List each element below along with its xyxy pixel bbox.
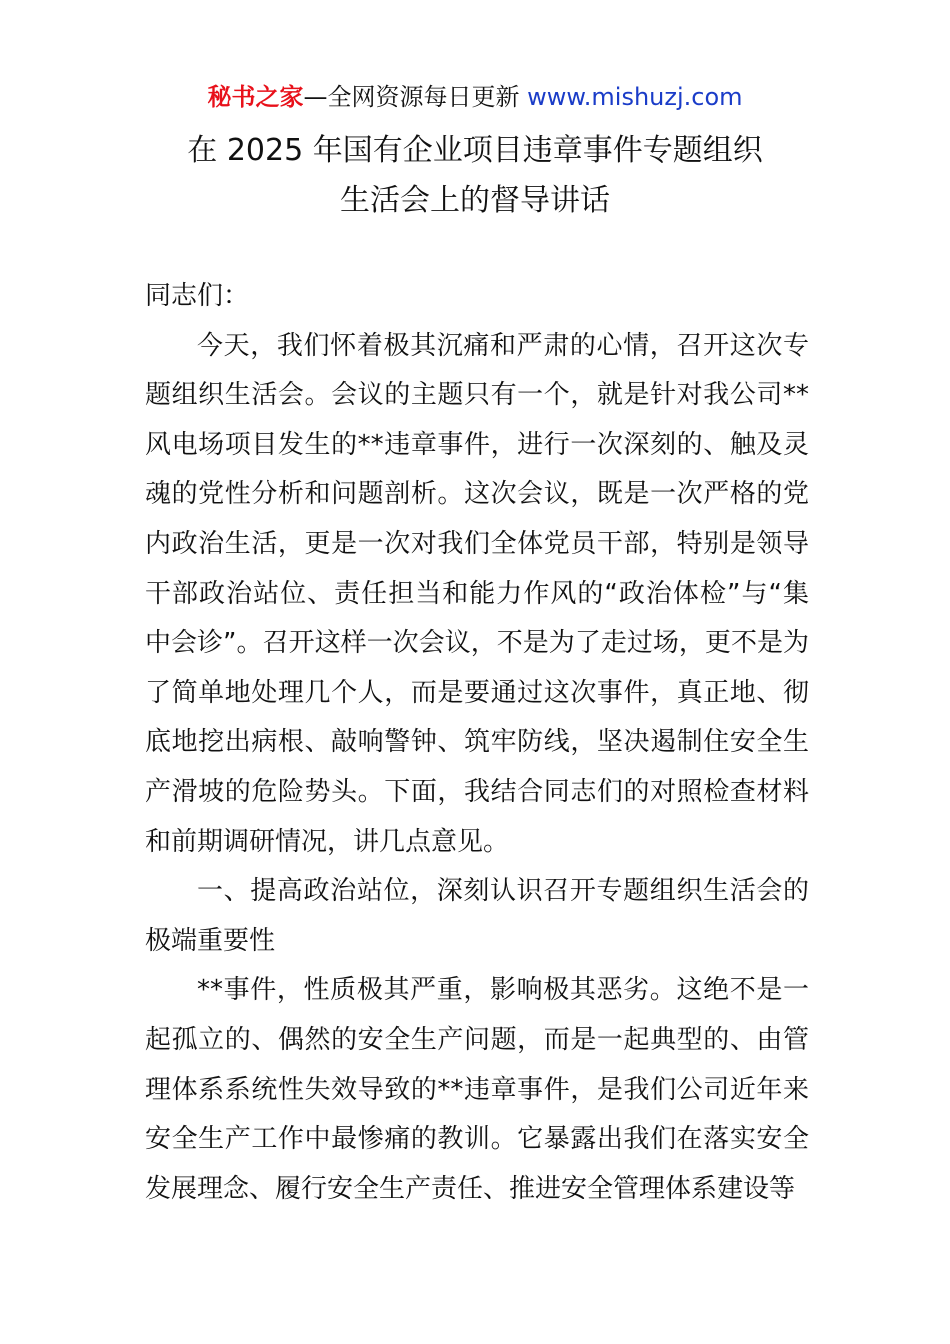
body-paragraph: 今天，我们怀着极其沉痛和严肃的心情，召开这次专题组织生活会。会议的主题只有一个，就是针对我公司**风电场项目发生的**违章事件，进行一次深刻的、触及灵魂的党性分析和问题剖析。这次会议，既是一次严格的党内政治生活，更是一次对我们全体党员干部，特别是领导干部政治站位、责任担当和能力作风的“政治体检”与“集中会诊”。召开这样一次会议，不是为了走过场，更不是为了简单地处理几个人，而是要通过这次事件，真正地、彻底地挖出病根、敲响警钟、筑牢防线，坚决遏制住安全生产滑坡的危险势头。下面，我结合同志们的对照检查材料和前期调研情况，讲几点意见。 xyxy=(145,330,809,857)
section-1-paragraph: **事件，性质极其严重，影响极其恶劣。这绝不是一起孤立的、偶然的安全生产问题，而是一起典型的、由管理体系系统性失效导致的**违章事件，是我们公司近年来安全生产工作中最惨痛的教训。它暴露出我们在落实安全发展理念、履行安全生产责任、推进安全管理体系建设等 xyxy=(145,975,809,1204)
document-title xyxy=(0,126,950,226)
site-name: 秘书之家 xyxy=(207,83,304,111)
section-heading-1: 一、提高政治站位，深刻认识召开专题组织生活会的极端重要性 xyxy=(145,876,809,956)
title-line-1: 在 2025 年国有企业项目违章事件专题组织 xyxy=(187,133,763,168)
salutation: 同志们： xyxy=(145,281,250,311)
site-url-link[interactable]: www.mishuzj.com xyxy=(527,83,743,111)
document-body xyxy=(145,272,809,1214)
site-tagline: —全网资源每日更新 xyxy=(303,83,520,111)
title-line-2: 生活会上的督导讲话 xyxy=(340,183,610,218)
site-header xyxy=(0,80,950,114)
